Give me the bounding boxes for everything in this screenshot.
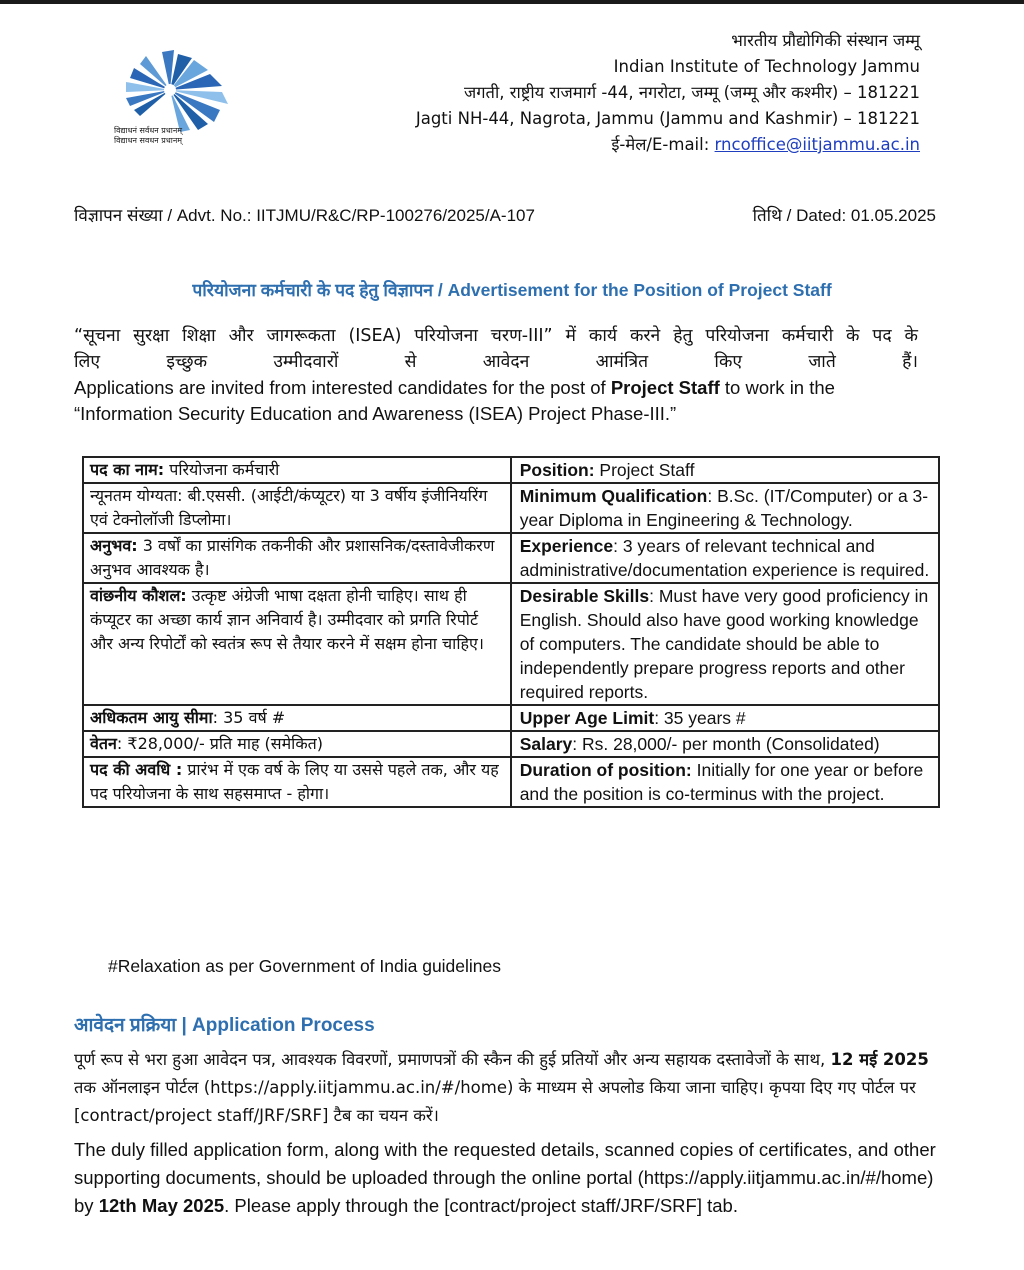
table-row xyxy=(83,583,939,705)
advt-date: तिथि / Dated: 01.05.2025 xyxy=(752,206,936,225)
hindi-cell-text: उत्कृष्ट अंग्रेजी भाषा दक्षता होनी चाहिए। साथ ही कंप्यूटर का अच्छा कार्य ज्ञान अनिवार्य है। उम्मीदवार को प्रगति रिपोर्ट और अन्य रिपोर्टों को स्वतंत्र रूप से तैयार करने में सक्षम होना चाहिए। xyxy=(90,586,484,653)
hindi-cell xyxy=(83,757,511,807)
table-row xyxy=(83,457,939,483)
email-link[interactable]: rncoffice@iitjammu.ac.in xyxy=(714,135,920,154)
application-hindi-paragraph xyxy=(74,1046,940,1130)
intro-hindi-line-2: लिए इच्छुक उम्मीदवारों से आवेदन आमंत्रित किए जाते हैं। xyxy=(74,352,918,372)
hindi-cell-text: : 35 वर्ष # xyxy=(212,708,286,727)
logo-motto xyxy=(110,126,240,146)
top-border xyxy=(0,0,1024,4)
english-cell xyxy=(511,731,939,757)
table-row xyxy=(83,533,939,583)
english-cell-text: : 3 years of relevant technical and administrative/documentation experience is required. xyxy=(519,536,930,580)
hindi-cell-label: वांछनीय कौशल: xyxy=(90,586,187,605)
hindi-cell-text: परियोजना कर्मचारी xyxy=(164,460,280,479)
hindi-cell-text: न्यूनतम योग्यता: बी.एससी. (आईटी/कंप्यूटर) या 3 वर्षीय इंजीनियरिंग एवं टेक्नोलॉजी डिप्लोमा। xyxy=(90,486,488,529)
address-english: Jagti NH-44, Nagrota, Jammu (Jammu and Kashmir) – 181221 xyxy=(415,109,920,128)
english-cell-text: : Rs. 28,000/- per month (Consolidated) xyxy=(572,734,880,754)
hindi-cell-text: : ₹28,000/- प्रति माह (समेकित) xyxy=(116,734,323,753)
table-row xyxy=(83,757,939,807)
english-cell-label: Experience xyxy=(519,536,614,556)
hindi-cell xyxy=(83,533,511,583)
intro-paragraph xyxy=(74,323,918,427)
advt-number: विज्ञापन संख्या / Advt. No.: IITJMU/R&C/RP-100276/2025/A-107 xyxy=(74,206,535,225)
english-cell xyxy=(511,483,939,533)
hindi-cell-text: प्रारंभ में एक वर्ष के लिए या उससे पहले तक, और यह पद परियोजना के साथ सहसमाप्त - होगा। xyxy=(90,760,499,803)
hindi-cell xyxy=(83,483,511,533)
advt-row xyxy=(74,203,936,226)
hindi-cell-label: पद का नाम: xyxy=(90,460,165,479)
hindi-cell-label: पद की अवधि : xyxy=(90,760,183,779)
hindi-cell-label: अधिकतम आयु सीमा xyxy=(90,708,213,727)
table-row xyxy=(83,705,939,731)
intro-hindi-line-1: “सूचना सुरक्षा शिक्षा और जागरूकता (ISEA) परियोजना चरण-III” में कार्य करने हेतु परियोजना कर्मचारी के पद के xyxy=(74,326,918,346)
hindi-cell-text: 3 वर्षों का प्रासंगिक तकनीकी और प्रशासनिक/दस्तावेजीकरण अनुभव आवश्यक है। xyxy=(90,536,495,579)
english-cell-label: Minimum Qualification xyxy=(519,486,708,506)
application-hindi-text-end: तक ऑनलाइन पोर्टल (https://apply.iitjammu.ac.in/#/home) के माध्यम से अपलोड किया जाना चाहिए। कृपया दिए गए पोर्टल पर [contract/project staff/JRF/SRF] टैब का चयन करें। xyxy=(74,1078,916,1125)
english-cell xyxy=(511,533,939,583)
application-english-text: The duly filled application form, along with the requested details, scanned copies of certificates, and other supporting documents, should be uploaded through the online portal (https://apply.iitjammu.ac.in/#/home) by xyxy=(74,1139,936,1216)
english-cell-text: : Must have very good proficiency in English. Should also have good working knowledge of computers. The candidate should be able to independently prepare progress reports and other required reports. xyxy=(519,586,929,702)
english-cell xyxy=(511,705,939,731)
hindi-cell xyxy=(83,457,511,483)
intro-english-bold: Project Staff xyxy=(610,377,720,398)
application-english-text-end: . Please apply through the [contract/project staff/JRF/SRF] tab. xyxy=(224,1195,738,1216)
hindi-cell-label: अनुभव: xyxy=(90,536,138,555)
english-cell-text: Initially for one year or before and the position is co-terminus with the project. xyxy=(519,760,924,804)
intro-english xyxy=(74,375,918,427)
english-cell-label: Salary xyxy=(519,734,573,754)
address-hindi: जगती, राष्ट्रीय राजमार्ग -44, नगरोटा, जम्मू (जम्मू और कश्मीर) – 181221 xyxy=(464,83,920,102)
org-name-english: Indian Institute of Technology Jammu xyxy=(613,57,920,76)
english-cell-label: Duration of position: xyxy=(519,760,692,780)
application-hindi-text: पूर्ण रूप से भरा हुआ आवेदन पत्र, आवश्यक विवरणों, प्रमाणपत्रों की स्कैन की हुई प्रतियों और अन्य सहायक दस्तावेजों के साथ, xyxy=(74,1050,831,1069)
hindi-cell-label: वेतन xyxy=(90,734,117,753)
english-cell-text: Project Staff xyxy=(594,460,695,480)
hindi-cell xyxy=(83,731,511,757)
application-hindi-deadline: 12 मई 2025 xyxy=(830,1050,929,1069)
english-cell-text: : 35 years # xyxy=(654,708,746,728)
application-english-paragraph xyxy=(74,1136,940,1220)
english-cell xyxy=(511,757,939,807)
hindi-cell xyxy=(83,705,511,731)
intro-english-text-end: to work in the “Information Security Education and Awareness (ISEA) Project Phase-III.” xyxy=(74,377,835,424)
english-cell-label: Position: xyxy=(519,460,595,480)
table-row xyxy=(83,731,939,757)
page-title: परियोजना कर्मचारी के पद हेतु विज्ञापन / Advertisement for the Position of Project Staff xyxy=(192,280,832,300)
motto-line-2: विद्याधन सवधन प्रधानम् xyxy=(114,136,183,145)
organization-block xyxy=(416,28,920,158)
email-line xyxy=(416,132,920,158)
application-english-deadline: 12th May 2025 xyxy=(98,1195,225,1216)
english-cell-label: Upper Age Limit xyxy=(519,708,655,728)
english-cell xyxy=(511,457,939,483)
org-name-hindi: भारतीय प्रौद्योगिकी संस्थान जम्मू xyxy=(731,31,920,50)
english-cell xyxy=(511,583,939,705)
english-cell-label: Desirable Skills xyxy=(519,586,650,606)
application-process-heading: आवेदन प्रक्रिया | Application Process xyxy=(74,1015,375,1036)
english-cell-text: : B.Sc. (IT/Computer) or a 3-year Diploma in Engineering & Technology. xyxy=(519,486,929,530)
table-row xyxy=(83,483,939,533)
email-label: ई-मेल/E-mail: xyxy=(611,135,715,154)
relaxation-note: #Relaxation as per Government of India guidelines xyxy=(108,956,502,976)
hindi-cell xyxy=(83,583,511,705)
position-details-table xyxy=(82,456,940,808)
intro-english-text: Applications are invited from interested candidates for the post of xyxy=(74,377,611,398)
motto-line-1: विद्याधनं सर्वधन प्रधानम् xyxy=(114,126,183,135)
